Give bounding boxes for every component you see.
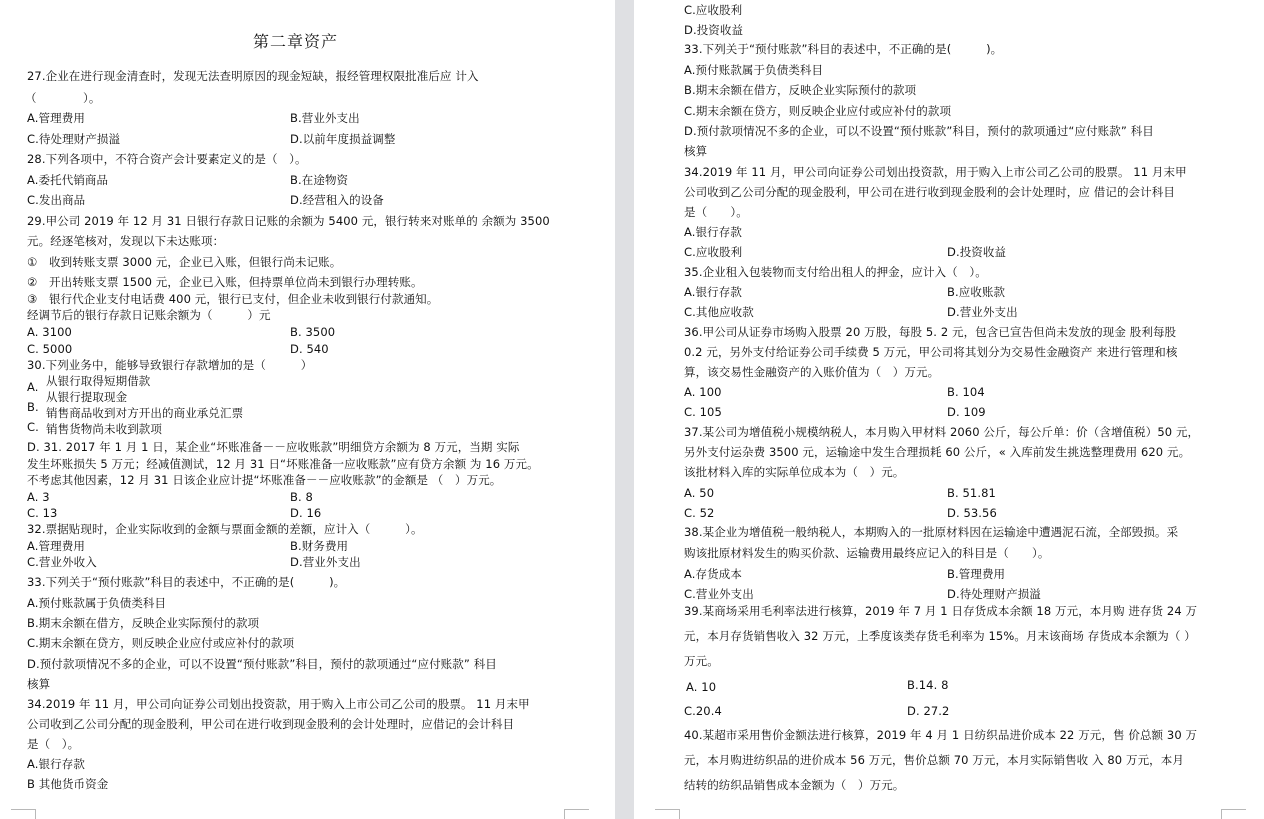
text-line: A. 10 bbox=[686, 680, 717, 694]
text-line: 经调节后的银行存款日记账余额为（ ）元 bbox=[27, 308, 271, 322]
text-line: D. 109 bbox=[947, 405, 986, 419]
text-line: 核算 bbox=[684, 144, 708, 158]
text-line: 该批材料入库的实际单位成本为（ ）元。 bbox=[684, 465, 905, 479]
text-line: 36.甲公司从证券市场购入股票 20 万股，每股 5. 2 元，包含已宣告但尚未发放的现金 股利每股 bbox=[684, 325, 1177, 339]
text-line: C.营业外支出 bbox=[684, 587, 754, 601]
text-line: D.营业外支出 bbox=[290, 555, 361, 569]
text-line: A.管理费用 bbox=[27, 111, 85, 125]
chapter-title: 第二章资产 bbox=[253, 32, 339, 51]
text-line: D.投资收益 bbox=[684, 23, 744, 37]
text-line: C.应收股利 bbox=[684, 3, 743, 17]
text-line: D. 540 bbox=[290, 342, 329, 356]
text-line: C.期末余额在贷方，则反映企业应付或应补付的款项 bbox=[684, 104, 952, 118]
text-line: 元，本月购进纺织品的进价成本 56 万元，售价总额 70 万元，本月实际销售收 入 80 万元，本月 bbox=[684, 753, 1184, 767]
page-corner-mark bbox=[564, 809, 589, 819]
text-line: 35.企业租入包装物而支付给出租人的押金，应计入（ ）。 bbox=[684, 265, 987, 279]
text-line: 从银行提取现金 bbox=[46, 390, 128, 404]
text-line: 28.下列各项中，不符合资产会计要素定义的是（ ）。 bbox=[27, 152, 307, 166]
text-line: D. 27.2 bbox=[907, 704, 950, 718]
text-line: C.其他应收款 bbox=[684, 305, 754, 319]
text-line: D.经营租入的设备 bbox=[290, 193, 384, 207]
text-line: D. 31. 2017 年 1 月 1 日，某企业“坏账准备－－应收账款”明细贷方余额为 8 万元，当期 实际 bbox=[27, 440, 520, 454]
text-line: A.银行存款 bbox=[684, 285, 742, 299]
page-corner-mark bbox=[11, 809, 36, 819]
text-line: B.应收账款 bbox=[947, 285, 1006, 299]
text-line: B. bbox=[27, 400, 39, 414]
text-line: D. 53.56 bbox=[947, 506, 997, 520]
text-line: A.预付账款属于负债类科目 bbox=[27, 596, 167, 610]
text-line: C.期末余额在贷方，则反映企业应付或应补付的款项 bbox=[27, 636, 295, 650]
page-corner-mark bbox=[655, 809, 680, 819]
text-line: 结转的纺织品销售成本金额为（ ）万元。 bbox=[684, 778, 905, 792]
text-line: 另外支付运杂费 3500 元，运输途中发生合理损耗 60 公斤，« 入库前发生挑选整理费用 620 元。 bbox=[684, 445, 1191, 459]
text-line: 29.甲公司 2019 年 12 月 31 日银行存款日记账的余额为 5400 元，银行转来对账单的 余额为 3500 bbox=[27, 214, 550, 228]
text-line: 公司收到乙公司分配的现金股利，甲公司在进行收到现金股利的会计处理时，应借记的会计科目 bbox=[27, 717, 515, 731]
text-line: 销售商品收到对方开出的商业承兑汇票 bbox=[46, 406, 244, 420]
text-line: 33.下列关于“预付账款”科目的表述中，不正确的是( )。 bbox=[27, 575, 346, 589]
text-line: ② 开出转账支票 1500 元，企业已入账，但持票单位尚未到银行办理转账。 bbox=[27, 275, 423, 289]
text-line: A.预付账款属于负债类科目 bbox=[684, 63, 824, 77]
text-line: C. bbox=[27, 420, 39, 434]
text-line: ③ 银行代企业支付电话费 400 元，银行已支付，但企业未收到银行付款通知。 bbox=[27, 292, 439, 306]
text-line: 元，本月存货销售收入 32 万元，上季度该类存货毛利率为 15%。月末该商场 存货成本余额为（ ） bbox=[684, 629, 1196, 643]
text-line: A. bbox=[27, 380, 39, 394]
text-line: A.管理费用 bbox=[27, 539, 85, 553]
text-line: C. 105 bbox=[684, 405, 722, 419]
text-line: 核算 bbox=[27, 677, 51, 691]
text-line: A.银行存款 bbox=[27, 757, 85, 771]
text-line: C. 52 bbox=[684, 506, 715, 520]
text-line: 不考虑其他因素，12 月 31 日该企业应计提“坏账准备－－应收账款”的金额是 （ ）万元。 bbox=[27, 473, 502, 487]
text-line: C.待处理财产损溢 bbox=[27, 132, 121, 146]
page-gutter bbox=[615, 0, 634, 819]
text-line: 公司收到乙公司分配的现金股利，甲公司在进行收到现金股利的会计处理时，应 借记的会计科目 bbox=[684, 185, 1175, 199]
document-page-right bbox=[634, 0, 1264, 819]
text-line: A. 50 bbox=[684, 486, 715, 500]
text-line: 32.票据贴现时，企业实际收到的金额与票面金额的差额，应计入（ ）。 bbox=[27, 522, 423, 536]
text-line: A.委托代销商品 bbox=[27, 173, 109, 187]
text-line: 33.下列关于“预付账款”科目的表述中，不正确的是( )。 bbox=[684, 42, 1003, 56]
text-line: B. 104 bbox=[947, 385, 985, 399]
text-line: B. 51.81 bbox=[947, 486, 996, 500]
text-line: 34.2019 年 11 月，甲公司向证券公司划出投资款，用于购入上市公司乙公司的股票。 11 月末甲 bbox=[684, 165, 1187, 179]
text-line: 是（ ）。 bbox=[27, 737, 80, 751]
text-line: ① 收到转账支票 3000 元，企业已入账，但银行尚未记账。 bbox=[27, 255, 342, 269]
text-line: A. 3 bbox=[27, 490, 50, 504]
text-line: D.投资收益 bbox=[947, 245, 1007, 259]
text-line: 是（ ）。 bbox=[684, 205, 748, 219]
text-line: B 其他货币资金 bbox=[27, 777, 109, 791]
text-line: D. 16 bbox=[290, 506, 322, 520]
text-line: D.预付款项情况不多的企业，可以不设置“预付账款”科目，预付的款项通过“应付账款” 科目 bbox=[27, 657, 497, 671]
text-line: 39.某商场采用毛利率法进行核算，2019 年 7 月 1 日存货成本余额 18 万元，本月购 进存货 24 万 bbox=[684, 604, 1198, 618]
text-line: C.应收股利 bbox=[684, 245, 743, 259]
text-line: D.待处理财产损溢 bbox=[947, 587, 1041, 601]
text-line: 算，该交易性金融资产的入账价值为（ ）万元。 bbox=[684, 365, 940, 379]
text-line: B.期末余额在借方，反映企业实际预付的款项 bbox=[27, 616, 260, 630]
text-line: C.20.4 bbox=[684, 704, 722, 718]
text-line: D.营业外支出 bbox=[947, 305, 1018, 319]
text-line: 38.某企业为增值税一般纳税人，本期购入的一批原材料因在运输途中遭遇泥石流，全部毁损。采 bbox=[684, 525, 1179, 539]
text-line: B. 3500 bbox=[290, 325, 336, 339]
text-line: A.银行存款 bbox=[684, 225, 742, 239]
text-line: B.期末余额在借方，反映企业实际预付的款项 bbox=[684, 83, 917, 97]
text-line: D.预付款项情况不多的企业，可以不设置“预付账款”科目，预付的款项通过“应付账款” 科目 bbox=[684, 124, 1154, 138]
text-line: A.存货成本 bbox=[684, 567, 742, 581]
text-line: D.以前年度损益调整 bbox=[290, 132, 396, 146]
text-line: B.财务费用 bbox=[290, 539, 349, 553]
text-line: C. 13 bbox=[27, 506, 58, 520]
text-line: C.营业外收入 bbox=[27, 555, 97, 569]
text-line: 40.某超市采用售价金额法进行核算，2019 年 4 月 1 日纺织品进价成本 22 万元，售 价总额 30 万 bbox=[684, 728, 1198, 742]
text-line: B. 8 bbox=[290, 490, 313, 504]
text-line: 0.2 元，另外支付给证券公司手续费 5 万元，甲公司将其划分为交易性金融资产 来进行管理和核 bbox=[684, 345, 1178, 359]
text-line: 从银行取得短期借款 bbox=[46, 374, 151, 388]
text-line: 元。经逐笔核对，发现以下未达账项： bbox=[27, 234, 225, 248]
text-line: 销售货物尚未收到款项 bbox=[46, 422, 162, 436]
text-line: 购该批原材料发生的购买价款、运输费用最终应记入的科目是（ ）。 bbox=[684, 546, 1050, 560]
text-line: C.发出商品 bbox=[27, 193, 86, 207]
text-line: A. 100 bbox=[684, 385, 722, 399]
text-line: 发生坏账损失 5 万元；经减值测试，12 月 31 日“坏账准备一应收账款”应有贷方余额 为 16 万元。 bbox=[27, 457, 539, 471]
text-line: B.14. 8 bbox=[907, 678, 949, 692]
text-line: 34.2019 年 11 月，甲公司向证券公司划出投资款，用于购入上市公司乙公司的股票。 11 月末甲 bbox=[27, 697, 530, 711]
document-page-left bbox=[0, 0, 615, 819]
text-line: B.管理费用 bbox=[947, 567, 1006, 581]
text-line: 万元。 bbox=[684, 654, 719, 668]
page-corner-mark bbox=[1221, 809, 1246, 819]
text-line: B.在途物资 bbox=[290, 173, 349, 187]
text-line: A. 3100 bbox=[27, 325, 72, 339]
text-line: 37.某公司为增值税小规模纳税人，本月购入甲材料 2060 公斤，每公斤单：价（含增值税）50 元， bbox=[684, 425, 1200, 439]
text-line: 30.下列业务中，能够导致银行存款增加的是（ ） bbox=[27, 358, 313, 372]
text-line: B.营业外支出 bbox=[290, 111, 360, 125]
text-line: C. 5000 bbox=[27, 342, 73, 356]
text-line: （ ）。 bbox=[25, 91, 101, 105]
text-line: 27.企业在进行现金清查时，发现无法查明原因的现金短缺，报经管理权限批准后应 计入 bbox=[27, 69, 479, 83]
